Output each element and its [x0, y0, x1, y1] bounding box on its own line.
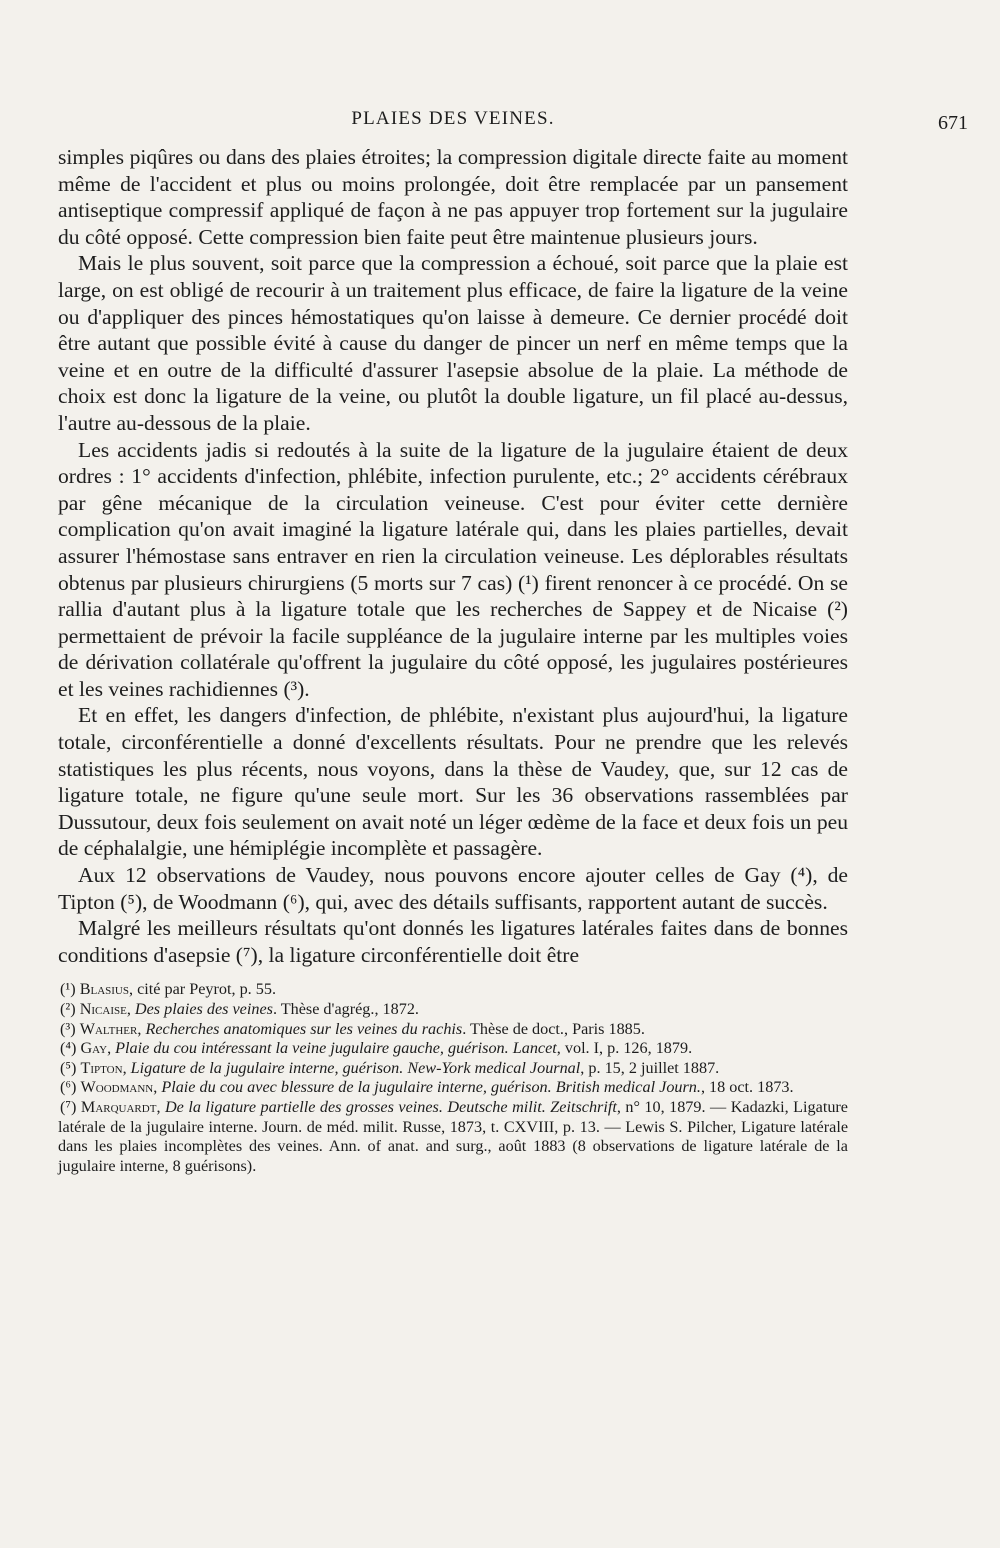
footnote: (⁵) Tipton, Ligature de la jugulaire interne, guérison. New-York medical Journal, p. 15, 2 juillet 1887. — [60, 1058, 720, 1077]
paragraph: Et en effet, les dangers d'infection, de phlébite, n'existant plus aujourd'hui, la ligature totale, circonférentielle a donné d'excellents résultats. Pour ne prendre que les relevés statistiques les plus récents, nous voyons, dans la thèse de Vaudey, que, sur 12 cas de ligature totale, ne figure qu'une seule mort. Sur les 36 observations rassemblées par Dussutour, deux fois seulement on avait noté un léger œdème de la face et deux fois un peu de céphalalgie, une hémiplégie incomplète et passagère. — [58, 703, 848, 861]
paragraph: Aux 12 observations de Vaudey, nous pouvons encore ajouter celles de Gay (⁴), de Tipton (⁵), de Woodmann (⁶), qui, avec des détails suffisants, rapportent autant de succès. — [58, 863, 848, 914]
paragraph: simples piqûres ou dans des plaies étroites; la compression digitale directe faite au moment même de l'accident et plus ou moins prolongée, doit être remplacée par un pansement antiseptique compressif appliqué de façon à ne pas appuyer trop fortement sur la jugulaire du côté opposé. Cette compression bien faite peut être maintenue plusieurs jours. — [58, 145, 848, 249]
footnote: (⁶) Woodmann, Plaie du cou avec blessure de la jugulaire interne, guérison. British medical Journ., 18 oct. 1873. — [60, 1078, 794, 1097]
page-number: 671 — [938, 112, 968, 134]
running-head — [58, 102, 968, 134]
body-text — [58, 144, 848, 968]
paragraph: Mais le plus souvent, soit parce que la compression a échoué, soit parce que la plaie est large, on est obligé de recourir à un traitement plus efficace, de faire la ligature de la veine ou d'appliquer des pinces hémostatiques qu'on laisse à demeure. Ce dernier procédé doit être autant que possible évité à cause du danger de pincer un nerf en même temps que la veine et en outre de la difficulté d'assurer l'asepsie absolue de la plaie. La méthode de choix est donc la ligature de la veine, ou plutôt la double ligature, un fil placé au-dessus, l'autre au-dessous de la plaie. — [58, 251, 848, 435]
paragraph: Malgré les meilleurs résultats qu'ont donnés les ligatures latérales faites dans de bonnes conditions d'asepsie (⁷), la ligature circonférentielle doit être — [58, 916, 848, 967]
footnote: (⁷) Marquardt, De la ligature partielle des grosses veines. Deutsche milit. Zeitschrift, n° 10, 1879. — Kadazki, Ligature latérale de la jugulaire interne. Journ. de méd. milit. Russe, 1873, t. CXVIII, p. 13. — Lewis S. Pilcher, Ligature latérale dans les plaies incomplètes des veines. Ann. of anat. and surg., août 1883 (8 observations de ligature latérale de la jugulaire interne, 8 guérisons). — [58, 1097, 848, 1175]
footnote: (³) Walther, Recherches anatomiques sur les veines du rachis. Thèse de doct., Paris 1885. — [60, 1019, 645, 1038]
footnote: (¹) Blasius, cité par Peyrot, p. 55. — [60, 980, 276, 999]
footnote: (²) Nicaise, Des plaies des veines. Thèse d'agrég., 1872. — [60, 1000, 419, 1018]
footnote: (⁴) Gay, Plaie du cou intéressant la veine jugulaire gauche, guérison. Lancet, vol. I, p. 126, 1879. — [60, 1039, 693, 1058]
running-title: PLAIES DES VEINES. — [351, 108, 555, 129]
paragraph: Les accidents jadis si redoutés à la suite de la ligature de la jugulaire étaient de deux ordres : 1° accidents d'infection, phlébite, infection purulente, etc.; 2° accidents cérébraux par gêne mécanique de la circulation veineuse. C'est pour éviter cette dernière complication qu'on avait imaginé la ligature latérale qui, dans les plaies partielles, devait assurer l'hémostase sans entraver en rien la circulation veineuse. Les déplorables résultats obtenus par plusieurs chirurgiens (5 morts sur 7 cas) (¹) firent renoncer à ce procédé. On se rallia d'autant plus à la ligature totale que les recherches de Sappey et de Nicaise (²) permettaient de prévoir la facile suppléance de la jugulaire interne par les multiples voies de dérivation collatérale qu'offrent la jugulaire du côté opposé, les jugulaires postérieures et les veines rachidiennes (³). — [58, 437, 848, 701]
footnotes — [58, 980, 848, 1176]
